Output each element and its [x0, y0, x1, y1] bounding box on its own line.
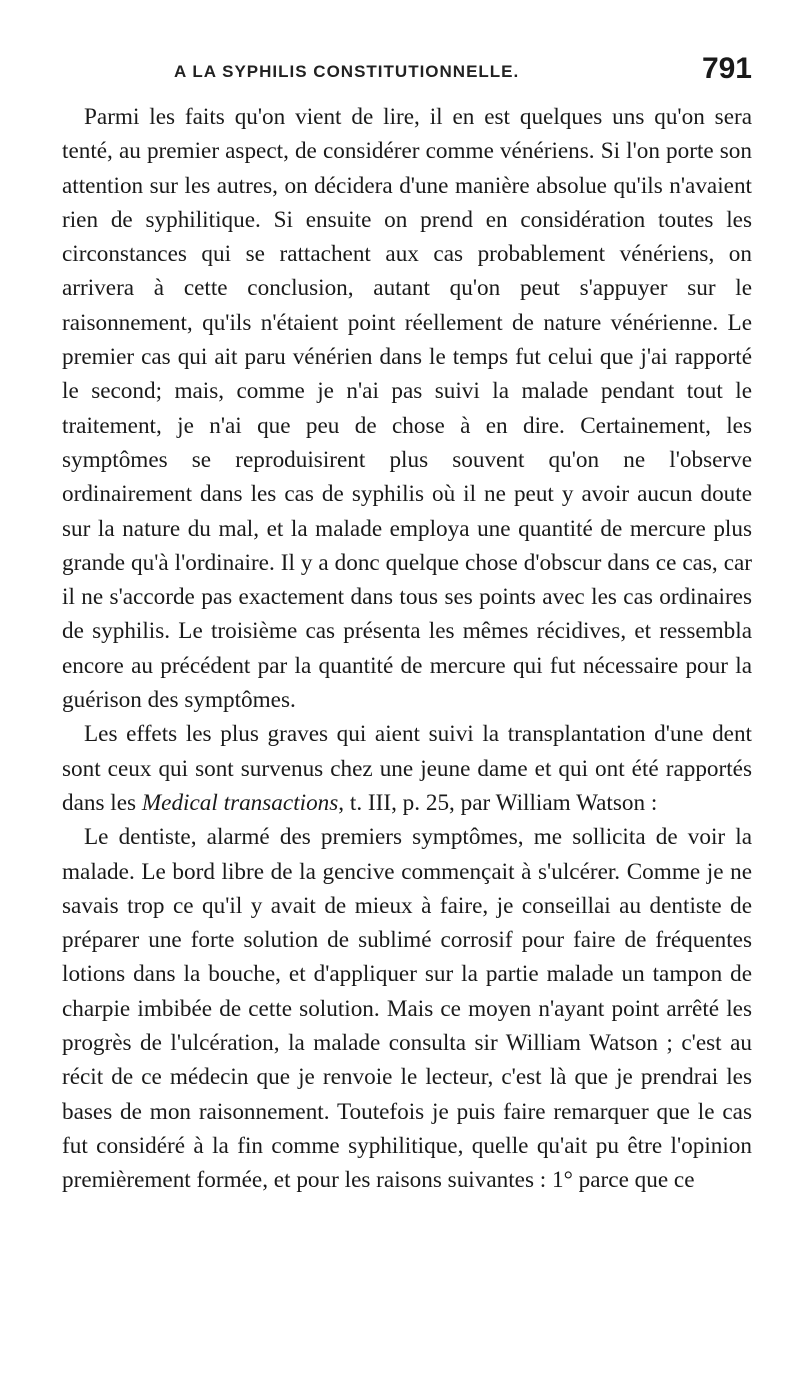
journal-title: Medical transactions [141, 789, 339, 816]
paragraph-2-text-start: Les effets les plus graves qui aient suivi la transplantation d'une dent sont ceux qui sont survenus chez une jeune dame et qui ont été rapportés dans les [62, 721, 752, 816]
running-header [62, 52, 752, 94]
running-title: A LA SYPHILIS CONSTITUTIONNELLE. [174, 62, 520, 81]
paragraph-3: Le dentiste, alarmé des premiers symptômes, me sollicita de voir la malade. Le bord libre de la gencive commençait à s'ulcérer. Comme je ne savais trop ce qu'il y avait de mieux à faire, je conseillai au dentiste de préparer une forte solution de sublimé corrosif pour faire de fréquentes lotions dans la bouche, et d'appliquer sur la partie malade un tampon de charpie imbibée de cette solution. Mais ce moyen n'ayant point arrêté les progrès de l'ulcération, la malade consulta sir William Watson ; c'est au récit de ce médecin que je renvoie le lecteur, c'est là que je prendrai les bases de mon raisonnement. Toutefois je puis faire remarquer que le cas fut considéré à la fin comme syphilitique, quelle qu'ait pu être l'opinion premièrement formée, et pour les raisons suivantes : 1° parce que ce [62, 824, 752, 1194]
paragraph-1: Parmi les faits qu'on vient de lire, il en est quelques uns qu'on sera tenté, au premier aspect, de considérer comme vénériens. Si l'on porte son attention sur les autres, on décidera d'une manière absolue qu'ils n'avaient rien de syphilitique. Si ensuite on prend en considération toutes les circonstances qui se rattachent aux cas probablement vénériens, on arrivera à cette conclusion, autant qu'on peut s'appuyer sur le raisonnement, qu'ils n'étaient point réellement de nature vénérienne. Le premier cas qui ait paru vénérien dans le temps fut celui que j'ai rapporté le second; mais, comme je n'ai pas suivi la malade pendant tout le traitement, je n'ai que peu de chose à en dire. Certainement, les symptômes se reproduisirent plus souvent qu'on ne l'observe ordinairement dans les cas de syphilis où il ne peut y avoir aucun doute sur la nature du mal, et la malade employa une quantité de mercure plus grande qu'à l'ordinaire. Il y a donc quelque chose d'obscur dans ce cas, car il ne s'accorde pas exactement dans tous ses points avec les cas ordinaires de syphilis. Le troisième cas présenta les mêmes récidives, et ressembla encore au précédent par la quantité de mercure qui fut nécessaire pour la guérison des symptômes. [62, 104, 752, 714]
paragraph-2 [62, 717, 752, 820]
paragraph-2-text-end: , t. III, p. 25, par William Watson : [338, 789, 658, 816]
page-number: 791 [701, 52, 752, 85]
body-text [62, 100, 752, 1198]
book-page [62, 52, 752, 1198]
